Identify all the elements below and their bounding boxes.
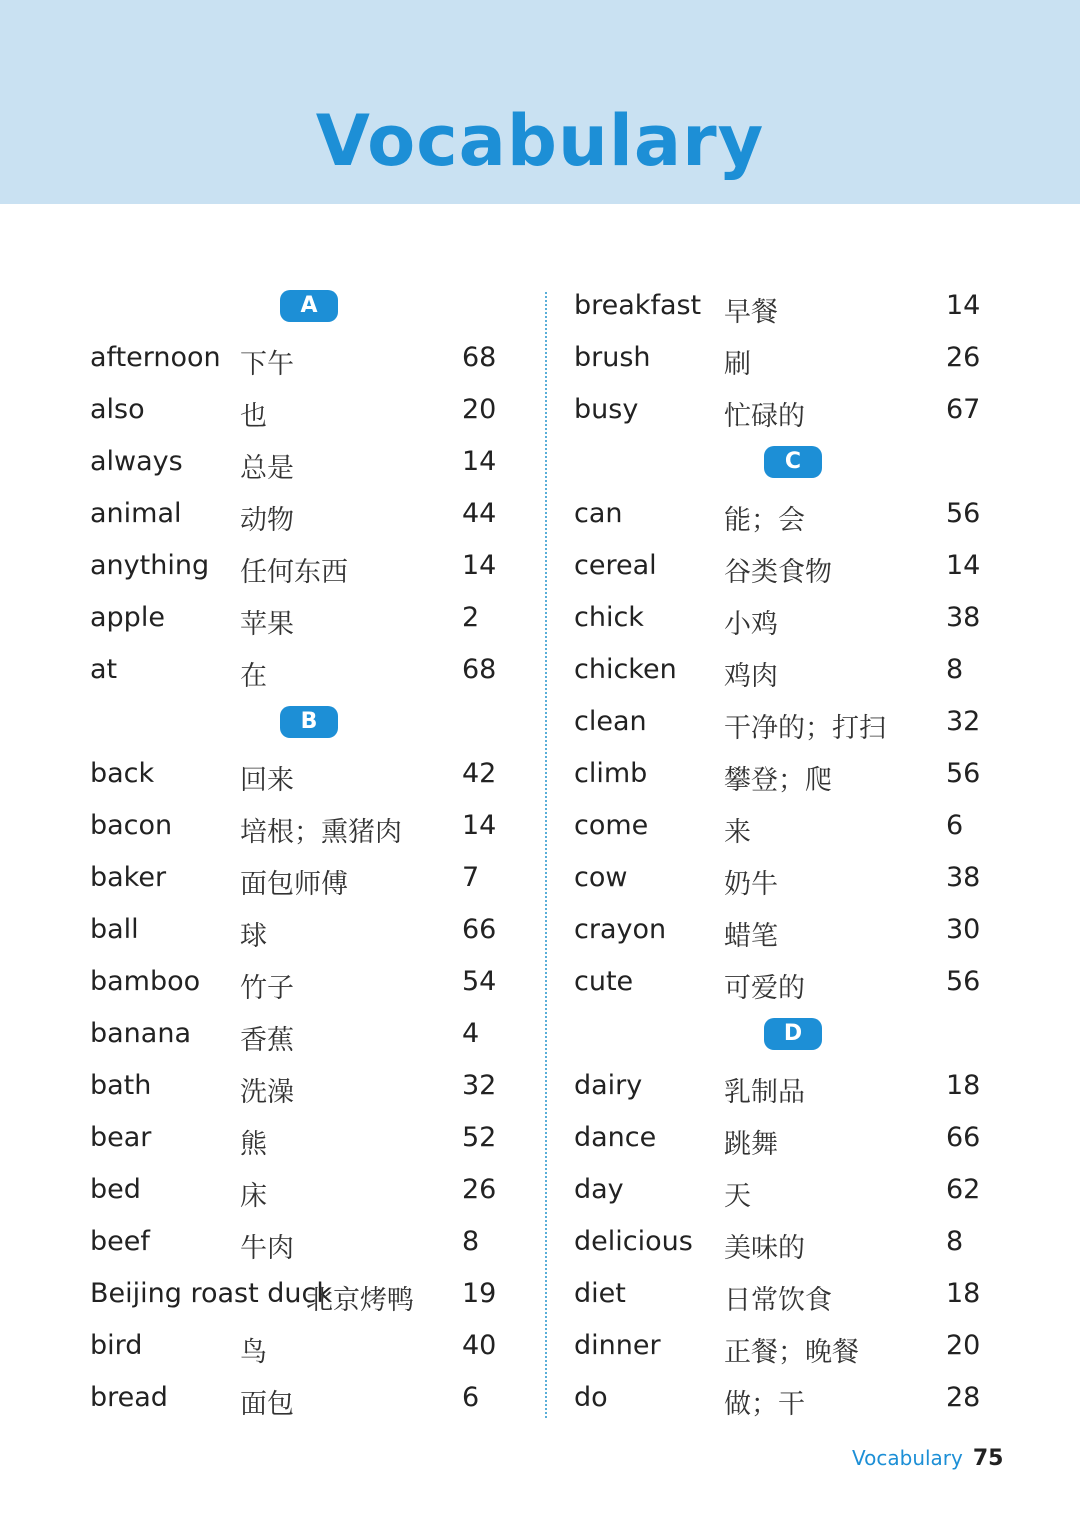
vocab-page-ref: 30: [946, 914, 981, 945]
vocab-page-ref: 14: [946, 290, 981, 321]
vocab-meaning: 回来: [240, 765, 294, 796]
vocab-word: ball: [90, 914, 139, 945]
vocab-word: breakfast: [574, 290, 702, 321]
vocab-page-ref: 8: [946, 1226, 964, 1257]
vocab-word: banana: [90, 1018, 191, 1049]
vocab-entry: [90, 1320, 510, 1372]
vocab-entry: [574, 800, 994, 852]
vocab-entry: [574, 1372, 994, 1424]
vocab-meaning: 竹子: [240, 973, 294, 1004]
vocab-meaning: 面包师傅: [240, 869, 348, 900]
vocab-page-ref: 7: [462, 862, 480, 893]
vocab-word: animal: [90, 498, 182, 529]
vocab-meaning: 早餐: [724, 297, 778, 328]
vocab-entry: [574, 280, 994, 332]
vocab-page-ref: 56: [946, 498, 981, 529]
section-header: [574, 436, 994, 488]
vocab-meaning: 洗澡: [240, 1077, 294, 1108]
vocab-page-ref: 14: [946, 550, 981, 581]
vocab-entry: [90, 956, 510, 1008]
vocab-word: also: [90, 394, 145, 425]
column-divider: [545, 292, 547, 1418]
vocab-word: climb: [574, 758, 648, 789]
vocab-meaning: 动物: [240, 505, 294, 536]
vocab-meaning: 牛肉: [240, 1233, 294, 1264]
vocab-word: bath: [90, 1070, 152, 1101]
vocab-entry: [574, 1112, 994, 1164]
vocab-page-ref: 20: [462, 394, 497, 425]
vocab-entry: [574, 1216, 994, 1268]
vocab-entry: [90, 800, 510, 852]
vocab-word: always: [90, 446, 183, 477]
vocab-page-ref: 4: [462, 1018, 480, 1049]
vocab-page-ref: 56: [946, 966, 981, 997]
vocab-entry: [574, 592, 994, 644]
vocab-entry: [90, 748, 510, 800]
vocab-word: cow: [574, 862, 628, 893]
vocab-word: chicken: [574, 654, 677, 685]
vocab-word: day: [574, 1174, 624, 1205]
vocab-word: at: [90, 654, 118, 685]
vocab-word: clean: [574, 706, 647, 737]
vocab-meaning: 培根；熏猪肉: [240, 817, 402, 848]
vocab-meaning: 日常饮食: [724, 1285, 832, 1316]
vocab-meaning: 攀登；爬: [724, 765, 832, 796]
vocab-page-ref: 68: [462, 342, 497, 373]
section-letter-badge: A: [280, 290, 338, 322]
vocab-meaning: 跳舞: [724, 1129, 778, 1160]
vocab-entry: [574, 1060, 994, 1112]
vocab-word: bird: [90, 1330, 143, 1361]
vocab-word: chick: [574, 602, 644, 633]
vocab-page-ref: 20: [946, 1330, 981, 1361]
vocab-page-ref: 42: [462, 758, 497, 789]
vocab-meaning: 天: [724, 1181, 751, 1212]
vocab-word: Beijing roast duck: [90, 1278, 333, 1309]
section-header: [574, 1008, 994, 1060]
vocab-page-ref: 52: [462, 1122, 497, 1153]
vocab-entry: [574, 696, 994, 748]
vocab-page-ref: 26: [946, 342, 981, 373]
vocab-word: delicious: [574, 1226, 693, 1257]
vocab-meaning: 也: [240, 401, 267, 432]
vocab-word: come: [574, 810, 649, 841]
vocab-meaning: 奶牛: [724, 869, 778, 900]
vocab-page-ref: 56: [946, 758, 981, 789]
vocab-page-ref: 14: [462, 446, 497, 477]
vocab-meaning: 可爱的: [724, 973, 805, 1004]
vocab-meaning: 美味的: [724, 1233, 805, 1264]
vocab-word: bear: [90, 1122, 152, 1153]
vocab-page-ref: 8: [946, 654, 964, 685]
vocab-page-ref: 38: [946, 602, 981, 633]
vocab-entry: [574, 332, 994, 384]
vocab-entry: [90, 540, 510, 592]
vocab-word: cute: [574, 966, 634, 997]
page-number: 75: [972, 1446, 1004, 1471]
vocab-word: back: [90, 758, 155, 789]
vocab-entry: [574, 644, 994, 696]
vocab-meaning: 谷类食物: [724, 557, 832, 588]
vocab-word: brush: [574, 342, 651, 373]
vocab-meaning: 在: [240, 661, 267, 692]
vocab-meaning: 来: [724, 817, 751, 848]
vocab-meaning: 能；会: [724, 505, 805, 536]
vocab-word: busy: [574, 394, 639, 425]
vocab-entry: [90, 332, 510, 384]
vocab-page-ref: 14: [462, 810, 497, 841]
vocab-page-ref: 2: [462, 602, 480, 633]
vocab-entry: [90, 1268, 510, 1320]
vocab-entry: [90, 384, 510, 436]
vocab-page-ref: 14: [462, 550, 497, 581]
vocab-meaning: 球: [240, 921, 267, 952]
section-header: [90, 280, 510, 332]
vocab-column-right: [574, 280, 994, 1424]
vocab-entry: [90, 1112, 510, 1164]
vocab-word: dance: [574, 1122, 657, 1153]
vocab-entry: [90, 1164, 510, 1216]
vocab-entry: [574, 852, 994, 904]
vocab-column-left: [90, 280, 510, 1424]
vocab-word: can: [574, 498, 623, 529]
vocab-meaning: 干净的；打扫: [724, 713, 886, 744]
vocab-meaning: 鸡肉: [724, 661, 778, 692]
vocab-page-ref: 40: [462, 1330, 497, 1361]
section-letter-badge: B: [280, 706, 338, 738]
vocab-page-ref: 8: [462, 1226, 480, 1257]
vocab-entry: [574, 1320, 994, 1372]
vocab-word: bed: [90, 1174, 141, 1205]
vocab-entry: [90, 1216, 510, 1268]
vocab-meaning: 香蕉: [240, 1025, 294, 1056]
page-footer: [852, 1446, 1003, 1471]
vocab-word: crayon: [574, 914, 667, 945]
vocab-word: bread: [90, 1382, 168, 1413]
vocab-meaning: 刷: [724, 349, 751, 380]
vocab-page-ref: 62: [946, 1174, 981, 1205]
vocab-meaning: 下午: [240, 349, 294, 380]
vocab-entry: [90, 436, 510, 488]
vocab-entry: [90, 1372, 510, 1424]
vocab-page-ref: 6: [462, 1382, 480, 1413]
vocab-meaning: 总是: [240, 453, 294, 484]
vocab-entry: [574, 384, 994, 436]
page-title: Vocabulary: [315, 100, 765, 182]
vocab-page-ref: 32: [462, 1070, 497, 1101]
vocab-meaning: 床: [240, 1181, 267, 1212]
vocab-word: beef: [90, 1226, 150, 1257]
vocab-page-ref: 44: [462, 498, 497, 529]
vocab-entry: [90, 1008, 510, 1060]
vocab-word: do: [574, 1382, 608, 1413]
vocab-page-ref: 18: [946, 1278, 981, 1309]
vocab-page-ref: 38: [946, 862, 981, 893]
vocab-meaning: 正餐；晚餐: [724, 1337, 859, 1368]
vocab-page-ref: 26: [462, 1174, 497, 1205]
vocab-word: cereal: [574, 550, 657, 581]
vocab-page-ref: 6: [946, 810, 964, 841]
vocab-page-ref: 32: [946, 706, 981, 737]
vocab-entry: [574, 956, 994, 1008]
vocab-page-ref: 18: [946, 1070, 981, 1101]
vocab-meaning: 苹果: [240, 609, 294, 640]
vocab-word: baker: [90, 862, 167, 893]
footer-label: Vocabulary: [852, 1446, 963, 1470]
vocab-entry: [90, 852, 510, 904]
vocab-word: anything: [90, 550, 210, 581]
vocab-entry: [574, 1164, 994, 1216]
section-letter-badge: D: [764, 1018, 822, 1050]
vocab-meaning: 小鸡: [724, 609, 778, 640]
section-header: [90, 696, 510, 748]
vocab-entry: [90, 1060, 510, 1112]
vocab-entry: [90, 644, 510, 696]
vocab-entry: [574, 748, 994, 800]
vocab-entry: [574, 1268, 994, 1320]
vocab-word: apple: [90, 602, 165, 633]
vocab-meaning: 乳制品: [724, 1077, 805, 1108]
vocab-page-ref: 68: [462, 654, 497, 685]
vocab-word: bamboo: [90, 966, 201, 997]
vocab-entry: [90, 592, 510, 644]
vocab-page-ref: 66: [946, 1122, 981, 1153]
vocab-meaning: 北京烤鸭: [306, 1285, 414, 1316]
vocab-entry: [574, 904, 994, 956]
vocab-meaning: 任何东西: [240, 557, 348, 588]
vocab-page-ref: 67: [946, 394, 981, 425]
vocab-word: afternoon: [90, 342, 221, 373]
vocab-word: diet: [574, 1278, 626, 1309]
vocab-meaning: 做；干: [724, 1389, 805, 1420]
vocab-page-ref: 66: [462, 914, 497, 945]
section-letter-badge: C: [764, 446, 822, 478]
vocab-word: dinner: [574, 1330, 661, 1361]
vocab-meaning: 蜡笔: [724, 921, 778, 952]
vocab-word: dairy: [574, 1070, 643, 1101]
vocab-entry: [90, 488, 510, 540]
vocab-meaning: 忙碌的: [724, 401, 805, 432]
vocab-meaning: 面包: [240, 1389, 294, 1420]
vocab-entry: [574, 488, 994, 540]
vocab-page-ref: 28: [946, 1382, 981, 1413]
vocab-entry: [574, 540, 994, 592]
vocab-meaning: 熊: [240, 1129, 267, 1160]
vocab-page-ref: 19: [462, 1278, 497, 1309]
vocab-page-ref: 54: [462, 966, 497, 997]
vocab-word: bacon: [90, 810, 173, 841]
vocab-entry: [90, 904, 510, 956]
vocab-meaning: 鸟: [240, 1337, 267, 1368]
